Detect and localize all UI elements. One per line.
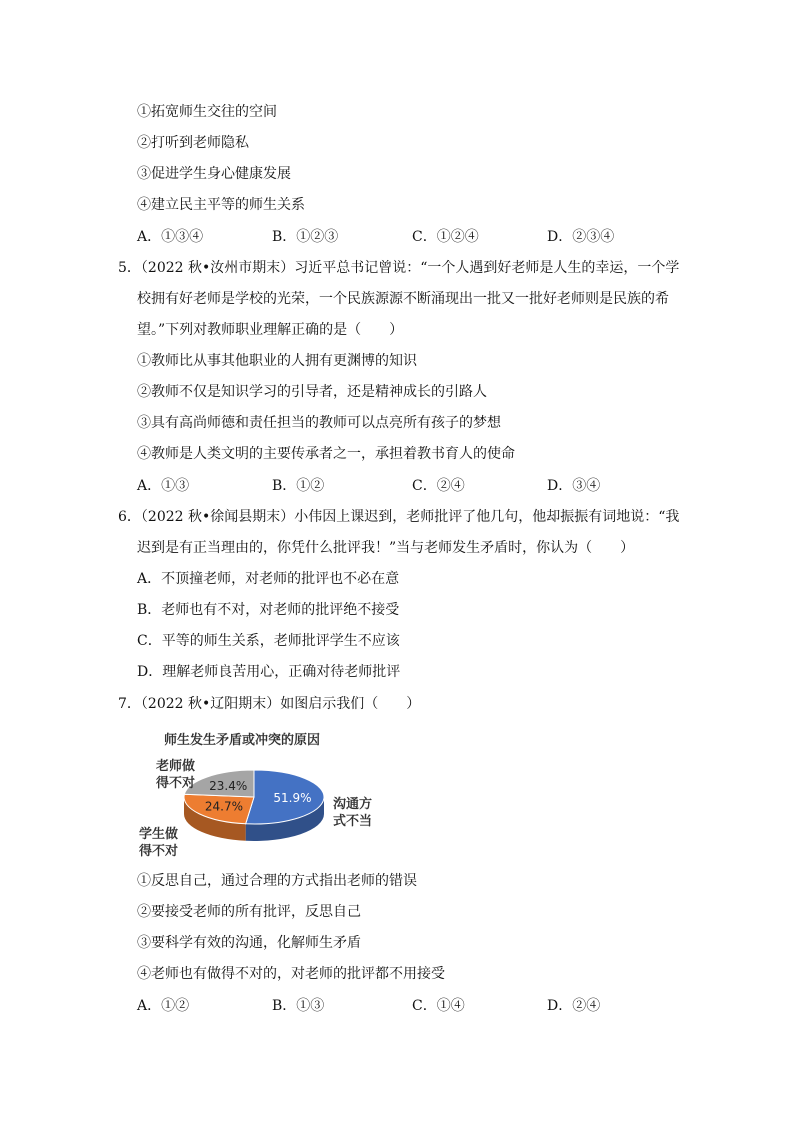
q7-stem: 7．（2022 秋•辽阳期末）如图启示我们（ ）: [118, 696, 421, 712]
q4-item-2: ②打听到老师隐私: [137, 135, 249, 151]
q6-choice-b[interactable]: B．老师也有不对，对老师的批评绝不接受: [137, 602, 400, 618]
q4-item-1: ①拓宽师生交往的空间: [137, 104, 277, 120]
pie-value-label-teacher: 23.4%: [209, 778, 248, 793]
q6-choice-d[interactable]: D．理解老师良苦用心，正确对待老师批评: [137, 664, 401, 680]
q7-item-2: ②要接受老师的所有批评，反思自己: [137, 904, 361, 920]
q4-option-d[interactable]: D．②③④: [547, 229, 615, 245]
q5-item-3: ③具有高尚师德和责任担当的教师可以点亮所有孩子的梦想: [137, 415, 501, 431]
pie-value-label-comm: 51.9%: [273, 790, 312, 805]
q4-option-b[interactable]: B．①②③: [272, 229, 339, 245]
q5-option-c[interactable]: C．②④: [412, 478, 465, 494]
q4-option-c[interactable]: C．①②④: [412, 229, 479, 245]
pie-value-label-student: 24.7%: [204, 799, 244, 814]
pie-category-label-teacher-line-2: 得不对: [156, 776, 196, 791]
q6-stem-line-1: 6．（2022 秋•徐闻县期末）小伟因上课迟到，老师批评了他几句，他却振振有词地说：“我: [118, 509, 680, 525]
q5-option-b[interactable]: B．①②: [272, 478, 325, 494]
q5-option-d[interactable]: D．③④: [547, 478, 601, 494]
q7-option-c[interactable]: C．①④: [412, 998, 465, 1014]
q5-item-1: ①教师比从事其他职业的人拥有更渊博的知识: [137, 353, 417, 369]
q7-option-a[interactable]: A．①②: [137, 998, 190, 1014]
pie-category-label-comm: [333, 796, 372, 830]
pie-category-label-comm-line-2: 式不当: [333, 814, 373, 829]
q4-option-a[interactable]: A．①③④: [137, 229, 204, 245]
q7-option-d[interactable]: D．②④: [547, 998, 601, 1014]
q4-item-3: ③促进学生身心健康发展: [137, 166, 291, 182]
q7-item-4: ④老师也有做得不对的，对老师的批评都不用接受: [137, 966, 445, 982]
q6-choice-c[interactable]: C．平等的师生关系，老师批评学生不应该: [137, 633, 400, 649]
q6-stem-line-2: 迟到是有正当理由的，你凭什么批评我！”当与老师发生矛盾时，你认为（ ）: [137, 540, 635, 556]
pie-category-label-comm-line-1: 沟通方: [333, 797, 373, 812]
chart-title: 师生发生矛盾或冲突的原因: [164, 733, 321, 748]
q7-option-b[interactable]: B．①③: [272, 998, 325, 1014]
q6-choice-a[interactable]: A．不顶撞老师，对老师的批评也不必在意: [137, 571, 400, 587]
q5-stem-line-1: 5．（2022 秋•汝州市期末）习近平总书记曾说：“一个人遇到好老师是人生的幸运，一个学: [118, 260, 680, 276]
q5-item-2: ②教师不仅是知识学习的引导者，还是精神成长的引路人: [137, 384, 487, 400]
pie-category-label-teacher: [156, 758, 195, 792]
pie-category-label-teacher-line-1: 老师做: [156, 759, 196, 774]
pie-category-label-student-line-1: 学生做: [139, 827, 179, 842]
q5-stem-line-2: 校拥有好老师是学校的光荣，一个民族源源不断涌现出一批又一批好老师则是民族的希: [137, 291, 669, 307]
q5-stem-line-3: 望。”下列对教师职业理解正确的是（ ）: [137, 322, 404, 338]
q7-item-3: ③要科学有效的沟通，化解师生矛盾: [137, 935, 361, 951]
q4-item-4: ④建立民主平等的师生关系: [137, 197, 305, 213]
q5-option-a[interactable]: A．①③: [137, 478, 190, 494]
pie-category-label-student-line-2: 得不对: [139, 844, 179, 859]
pie-category-label-student: [139, 826, 178, 860]
q7-item-1: ①反思自己，通过合理的方式指出老师的错误: [137, 873, 417, 889]
q5-item-4: ④教师是人类文明的主要传承者之一，承担着教书育人的使命: [137, 446, 515, 462]
